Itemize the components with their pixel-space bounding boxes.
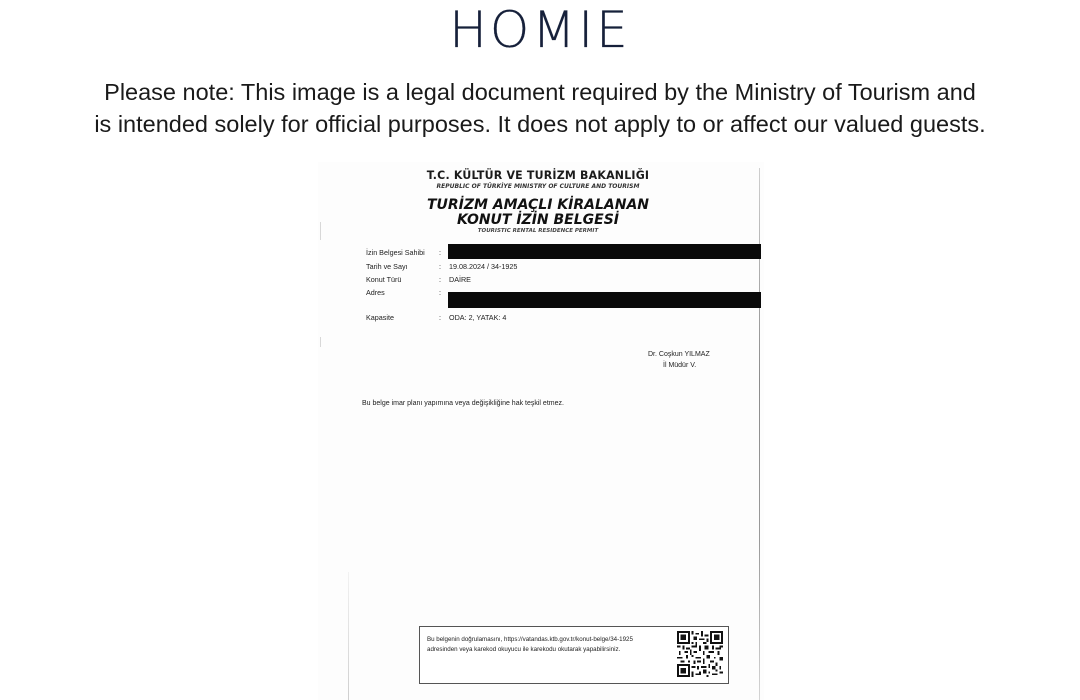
scan-mark (320, 337, 321, 347)
field-value: ODA: 2, YATAK: 4 (449, 313, 507, 322)
field-colon: : (439, 262, 441, 271)
field-label: Konut Türü (366, 275, 402, 284)
field-colon: : (439, 275, 441, 284)
verification-text (427, 635, 667, 655)
field-value: DAİRE (449, 275, 471, 284)
notice-line-1: Please note: This image is a legal document required by the Ministry of Tourism and (104, 79, 976, 105)
verification-line-2: adresinden veya karekod okuyucu ile karekodu okutarak yapabilirsiniz. (427, 646, 621, 653)
field-colon: : (439, 288, 441, 297)
document-title-line-2: KONUT İZİN BELGESİ (456, 212, 620, 228)
document-title-line-1: TURİZM AMAÇLI KİRALANAN (426, 197, 649, 213)
redaction-bar (448, 292, 761, 308)
redaction-bar (448, 244, 761, 259)
permit-document (318, 162, 764, 700)
ministry-name-en: REPUBLIC OF TÜRKİYE MINISTRY OF CULTURE AND TOURISM (436, 183, 640, 190)
notice-line-2: is intended solely for official purposes. It does not apply to or affect our valued guests. (94, 111, 986, 137)
ministry-name: T.C. KÜLTÜR VE TURİZM BAKANLIĞI (426, 168, 650, 183)
qr-code-icon (677, 631, 723, 677)
field-colon: : (439, 248, 441, 257)
verification-line-1: Bu belgenin doğrulamasını, https://vatandas.ktb.gov.tr/konut-belge/34-1925 (427, 636, 633, 643)
field-label: Kapasite (366, 313, 394, 322)
field-label: Adres (366, 288, 385, 297)
field-label: İzin Belgesi Sahibi (366, 248, 425, 257)
verification-box (419, 626, 729, 684)
document-footnote: Bu belge imar planı yapımına veya değişikliğine hak teşkil etmez. (362, 400, 564, 407)
notice-text (60, 76, 1020, 140)
signer-title: İl Müdür V. (663, 362, 697, 369)
field-colon: : (439, 313, 441, 322)
field-label: Tarih ve Sayı (366, 262, 408, 271)
brand-logo: HOMIE (449, 1, 631, 59)
field-value: 19.08.2024 / 34-1925 (449, 262, 518, 271)
page-edge-left (348, 572, 349, 700)
signer-name: Dr. Coşkun YILMAZ (648, 351, 710, 358)
document-title-en: TOURISTIC RENTAL RESIDENCE PERMIT (477, 228, 599, 234)
